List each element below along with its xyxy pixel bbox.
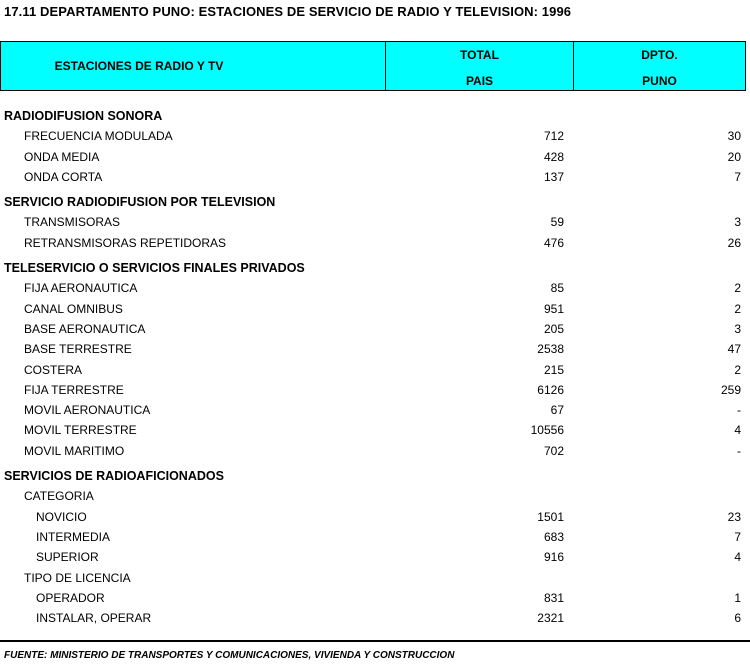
table-row xyxy=(0,548,746,568)
header-col-name xyxy=(1,42,386,90)
table-row xyxy=(0,528,746,548)
header-col-total-line2: PAIS xyxy=(465,74,494,88)
row-label: OPERADOR xyxy=(36,590,105,605)
dpto-puno-value: 7 xyxy=(734,169,741,184)
table-row xyxy=(0,442,746,462)
table-row xyxy=(0,401,746,421)
total-pais-value: 476 xyxy=(543,235,564,250)
header-col-total xyxy=(386,42,574,90)
table-row xyxy=(0,320,746,340)
dpto-puno-value: 2 xyxy=(734,301,741,316)
row-label: MOVIL TERRESTRE xyxy=(24,423,137,438)
total-pais-value: 1501 xyxy=(537,509,564,524)
dpto-puno-value: 3 xyxy=(734,215,741,230)
total-pais-value: 712 xyxy=(543,129,564,144)
table-row xyxy=(0,508,746,528)
dpto-puno-value: 4 xyxy=(734,423,741,438)
table-row xyxy=(0,213,746,233)
header-col-total-line1: TOTAL xyxy=(460,48,499,62)
header-col-dpto-line1: DPTO. xyxy=(641,48,678,62)
row-label: FIJA TERRESTRE xyxy=(24,382,124,397)
total-pais-value: 205 xyxy=(543,321,564,336)
section-label: SERVICIO RADIODIFUSION POR TELEVISION xyxy=(4,195,276,210)
dpto-puno-value: 23 xyxy=(727,509,741,524)
dpto-puno-value: 2 xyxy=(734,281,741,296)
dpto-puno-value: 1 xyxy=(734,590,741,605)
row-label: COSTERA xyxy=(24,362,83,377)
section-row xyxy=(0,259,746,279)
total-pais-value: 2321 xyxy=(537,611,564,626)
table-body xyxy=(0,107,746,629)
total-pais-value: 85 xyxy=(550,281,564,296)
row-label: NOVICIO xyxy=(36,509,87,524)
row-label: BASE TERRESTRE xyxy=(24,342,132,357)
table-row xyxy=(0,421,746,441)
dpto-puno-value: 6 xyxy=(734,611,741,626)
dpto-puno-value: 4 xyxy=(734,550,741,565)
row-label: RETRANSMISORAS REPETIDORAS xyxy=(24,235,227,250)
total-pais-value: 428 xyxy=(543,149,564,164)
total-pais-value: 831 xyxy=(543,590,564,605)
row-label: INSTALAR, OPERAR xyxy=(36,611,152,626)
total-pais-value: 59 xyxy=(550,215,564,230)
row-label: FRECUENCIA MODULADA xyxy=(24,129,173,144)
table-row xyxy=(0,127,746,147)
row-label: CANAL OMNIBUS xyxy=(24,301,123,316)
row-label: FIJA AERONAUTICA xyxy=(24,281,138,296)
table-row xyxy=(0,381,746,401)
table-row xyxy=(0,487,746,507)
dpto-puno-value: 47 xyxy=(727,342,741,357)
page-title: 17.11 DEPARTAMENTO PUNO: ESTACIONES DE SERVICIO DE RADIO Y TELEVISION: 1996 xyxy=(4,4,572,19)
row-label: MOVIL MARITIMO xyxy=(24,443,125,458)
row-label: MOVIL AERONAUTICA xyxy=(24,403,151,418)
row-label: ONDA CORTA xyxy=(24,169,103,184)
header-col-dpto xyxy=(574,42,745,90)
table-row xyxy=(0,589,746,609)
section-row xyxy=(0,107,746,127)
row-label: TRANSMISORAS xyxy=(24,215,121,230)
table-row xyxy=(0,234,746,254)
dpto-puno-value: - xyxy=(737,403,741,418)
total-pais-value: 916 xyxy=(543,550,564,565)
total-pais-value: 67 xyxy=(550,403,564,418)
table-row xyxy=(0,609,746,629)
total-pais-value: 6126 xyxy=(537,382,564,397)
total-pais-value: 702 xyxy=(543,443,564,458)
section-label: SERVICIOS DE RADIOAFICIONADOS xyxy=(4,469,224,484)
dpto-puno-value: 7 xyxy=(734,529,741,544)
total-pais-value: 683 xyxy=(543,529,564,544)
total-pais-value: 10556 xyxy=(530,423,564,438)
section-row xyxy=(0,193,746,213)
dpto-puno-value: 3 xyxy=(734,321,741,336)
section-label: TELESERVICIO O SERVICIOS FINALES PRIVADOS xyxy=(4,261,305,276)
table-row xyxy=(0,300,746,320)
dpto-puno-value: 20 xyxy=(727,149,741,164)
dpto-puno-value: 259 xyxy=(720,382,741,397)
row-label: CATEGORIA xyxy=(24,489,94,504)
dpto-puno-value: 2 xyxy=(734,362,741,377)
table-row xyxy=(0,279,746,299)
table-row xyxy=(0,361,746,381)
dpto-puno-value: 26 xyxy=(727,235,741,250)
bottom-divider xyxy=(0,640,750,642)
source-footnote: FUENTE: MINISTERIO DE TRANSPORTES Y COMUNICACIONES, VIVIENDA Y CONSTRUCCION xyxy=(4,650,455,661)
dpto-puno-value: - xyxy=(737,443,741,458)
section-row xyxy=(0,467,746,487)
table-row xyxy=(0,340,746,360)
table-row xyxy=(0,148,746,168)
table-header xyxy=(0,41,746,91)
row-label: SUPERIOR xyxy=(36,550,99,565)
total-pais-value: 951 xyxy=(543,301,564,316)
table-row xyxy=(0,168,746,188)
dpto-puno-value: 30 xyxy=(727,129,741,144)
table-row xyxy=(0,569,746,589)
section-label: RADIODIFUSION SONORA xyxy=(4,109,163,123)
total-pais-value: 137 xyxy=(543,169,564,184)
header-col-name-label: ESTACIONES DE RADIO Y TV xyxy=(54,59,224,73)
row-label: BASE AERONAUTICA xyxy=(24,321,146,336)
total-pais-value: 215 xyxy=(543,362,564,377)
total-pais-value: 2538 xyxy=(537,342,564,357)
row-label: ONDA MEDIA xyxy=(24,149,100,164)
row-label: TIPO DE LICENCIA xyxy=(24,570,131,585)
header-col-dpto-line2: PUNO xyxy=(642,74,677,88)
row-label: INTERMEDIA xyxy=(36,529,111,544)
